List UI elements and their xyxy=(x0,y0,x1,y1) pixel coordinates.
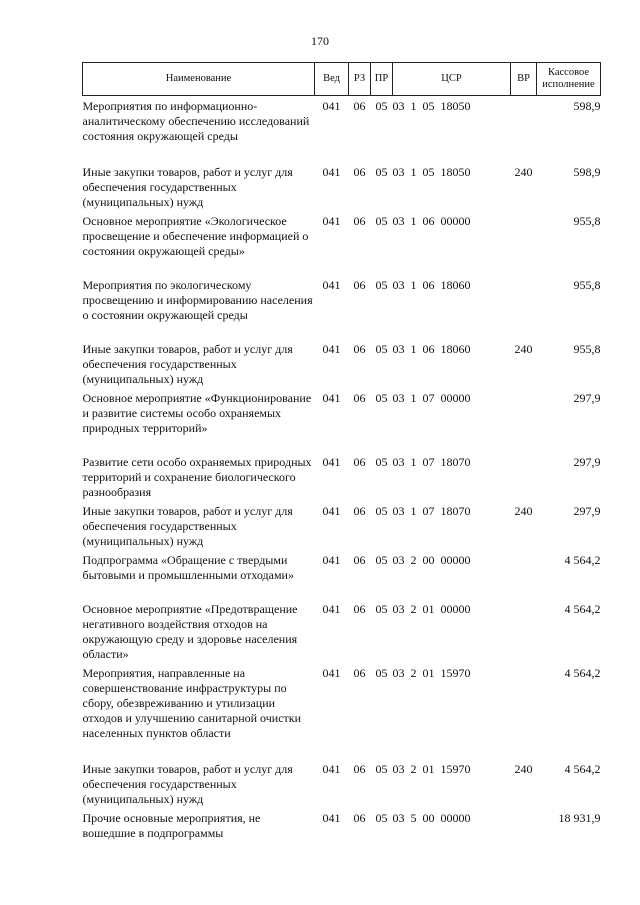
table-row xyxy=(83,162,601,211)
row-ved: 041 xyxy=(322,213,341,228)
row-amount: 598,9 xyxy=(573,99,601,113)
row-vr xyxy=(511,211,537,275)
row-csr: 03 2 00 00000 xyxy=(392,552,471,567)
row-csr: 03 1 07 18070 xyxy=(392,503,471,518)
row-rz: 06 xyxy=(353,390,366,405)
row-amount: 297,9 xyxy=(573,503,601,518)
row-amount: 297,9 xyxy=(573,390,601,405)
row-amount: 955,8 xyxy=(573,341,601,356)
row-rz: 06 xyxy=(353,761,366,776)
table-row xyxy=(83,211,601,275)
table-row xyxy=(83,759,601,808)
row-csr: 03 1 06 00000 xyxy=(392,213,471,228)
row-rz: 06 xyxy=(353,454,366,469)
row-pr: 05 xyxy=(375,665,388,680)
row-csr: 03 1 05 18050 xyxy=(392,99,471,113)
row-vr xyxy=(511,550,537,599)
row-rz: 06 xyxy=(353,601,366,616)
row-amount: 4 564,2 xyxy=(564,601,601,616)
row-name: Иные закупки товаров, работ и услуг для обеспечения государственных (муниципальных) нужд xyxy=(82,503,293,548)
header-pr: ПР xyxy=(371,63,393,96)
header-vr: ВР xyxy=(511,63,537,96)
row-ved: 041 xyxy=(322,277,341,292)
table-row xyxy=(83,663,601,759)
header-name: Наименование xyxy=(83,63,315,96)
row-csr: 03 1 07 18070 xyxy=(392,454,471,469)
row-csr: 03 2 01 15970 xyxy=(392,761,471,776)
row-csr: 03 2 01 00000 xyxy=(392,601,471,616)
row-amount: 297,9 xyxy=(573,454,601,469)
table-row xyxy=(83,501,601,550)
row-name: Иные закупки товаров, работ и услуг для обеспечения государственных (муниципальных) нужд xyxy=(82,761,293,806)
row-amount: 955,8 xyxy=(573,277,601,292)
row-pr: 05 xyxy=(375,601,388,616)
row-vr xyxy=(511,663,537,759)
row-name: Основное мероприятие «Предотвращение негативного воздействия отходов на окружающую среду и здоровье населения области» xyxy=(82,601,298,661)
row-ved: 041 xyxy=(322,761,341,776)
row-rz: 06 xyxy=(353,552,366,567)
budget-table xyxy=(82,62,601,848)
row-pr: 05 xyxy=(375,341,388,356)
row-pr: 05 xyxy=(375,164,388,179)
row-name: Мероприятия по информационно-аналитическому обеспечению исследований состояния окружающей среды xyxy=(82,99,310,143)
row-name: Развитие сети особо охраняемых природных территорий и сохранение биологического разнообразия xyxy=(82,454,312,499)
row-vr: 240 xyxy=(514,761,533,776)
row-name: Мероприятия по экологическому просвещению и информированию населения о состоянии окружающей среды xyxy=(82,277,313,322)
table-row xyxy=(83,599,601,663)
table-row xyxy=(83,452,601,501)
row-csr: 03 1 07 00000 xyxy=(392,390,471,405)
row-pr: 05 xyxy=(375,503,388,518)
table-row xyxy=(83,808,601,848)
row-vr xyxy=(511,275,537,339)
row-pr: 05 xyxy=(375,99,388,113)
row-rz: 06 xyxy=(353,503,366,518)
row-ved: 041 xyxy=(322,454,341,469)
row-pr: 05 xyxy=(375,454,388,469)
row-rz: 06 xyxy=(353,341,366,356)
row-name: Подпрограмма «Обращение с твердыми бытовыми и промышленными отходами» xyxy=(82,552,294,582)
row-amount: 4 564,2 xyxy=(564,665,601,680)
row-ved: 041 xyxy=(322,810,341,825)
row-vr: 240 xyxy=(514,164,533,179)
row-name: Основное мероприятие «Экологическое просвещение и обеспечение информацией о состоянии окружающей среды» xyxy=(82,213,309,258)
row-ved: 041 xyxy=(322,601,341,616)
row-vr xyxy=(511,96,537,162)
row-rz: 06 xyxy=(353,277,366,292)
row-csr: 03 5 00 00000 xyxy=(392,810,471,825)
row-ved: 041 xyxy=(322,390,341,405)
row-amount: 4 564,2 xyxy=(564,761,601,776)
row-name: Основное мероприятие «Функционирование и развитие системы особо охраняемых природных территорий» xyxy=(82,390,312,435)
row-amount: 4 564,2 xyxy=(564,552,601,567)
row-csr: 03 2 01 15970 xyxy=(392,665,471,680)
table-row xyxy=(83,96,601,162)
row-ved: 041 xyxy=(322,665,341,680)
header-ved: Вед xyxy=(315,63,349,96)
row-rz: 06 xyxy=(353,810,366,825)
row-csr: 03 1 06 18060 xyxy=(392,277,471,292)
row-pr: 05 xyxy=(375,277,388,292)
row-ved: 041 xyxy=(322,99,341,113)
row-vr: 240 xyxy=(514,503,533,518)
row-pr: 05 xyxy=(375,213,388,228)
table-row xyxy=(83,275,601,339)
row-rz: 06 xyxy=(353,213,366,228)
table-row xyxy=(83,550,601,599)
row-vr xyxy=(511,808,537,848)
row-name: Иные закупки товаров, работ и услуг для обеспечения государственных (муниципальных) нужд xyxy=(82,164,293,209)
row-ved: 041 xyxy=(322,552,341,567)
row-rz: 06 xyxy=(353,164,366,179)
header-amount: Кассовое исполнение xyxy=(537,63,601,96)
table-row xyxy=(83,388,601,452)
row-amount: 18 931,9 xyxy=(558,810,601,825)
row-vr xyxy=(511,599,537,663)
header-rz: РЗ xyxy=(349,63,371,96)
table-header-row xyxy=(83,63,601,96)
row-vr: 240 xyxy=(514,341,533,356)
row-ved: 041 xyxy=(322,341,341,356)
row-pr: 05 xyxy=(375,552,388,567)
row-name: Мероприятия, направленные на совершенствование инфраструктуры по сбору, обезвреживанию и утилизации отходов и улучшению санитарной очистки населенных пунктов области xyxy=(82,665,302,740)
row-name: Иные закупки товаров, работ и услуг для обеспечения государственных (муниципальных) нужд xyxy=(82,341,293,386)
table-row xyxy=(83,339,601,388)
page-number: 170 xyxy=(311,34,329,48)
row-ved: 041 xyxy=(322,164,341,179)
row-ved: 041 xyxy=(322,503,341,518)
header-csr: ЦСР xyxy=(393,63,511,96)
row-rz: 06 xyxy=(353,99,366,113)
row-rz: 06 xyxy=(353,665,366,680)
row-csr: 03 1 06 18060 xyxy=(392,341,471,356)
row-amount: 598,9 xyxy=(573,164,601,179)
row-vr xyxy=(511,452,537,501)
row-pr: 05 xyxy=(375,810,388,825)
row-pr: 05 xyxy=(375,761,388,776)
row-amount: 955,8 xyxy=(573,213,601,228)
row-csr: 03 1 05 18050 xyxy=(392,164,471,179)
row-name: Прочие основные мероприятия, не вошедшие в подпрограммы xyxy=(82,810,261,840)
row-vr xyxy=(511,388,537,452)
row-pr: 05 xyxy=(375,390,388,405)
